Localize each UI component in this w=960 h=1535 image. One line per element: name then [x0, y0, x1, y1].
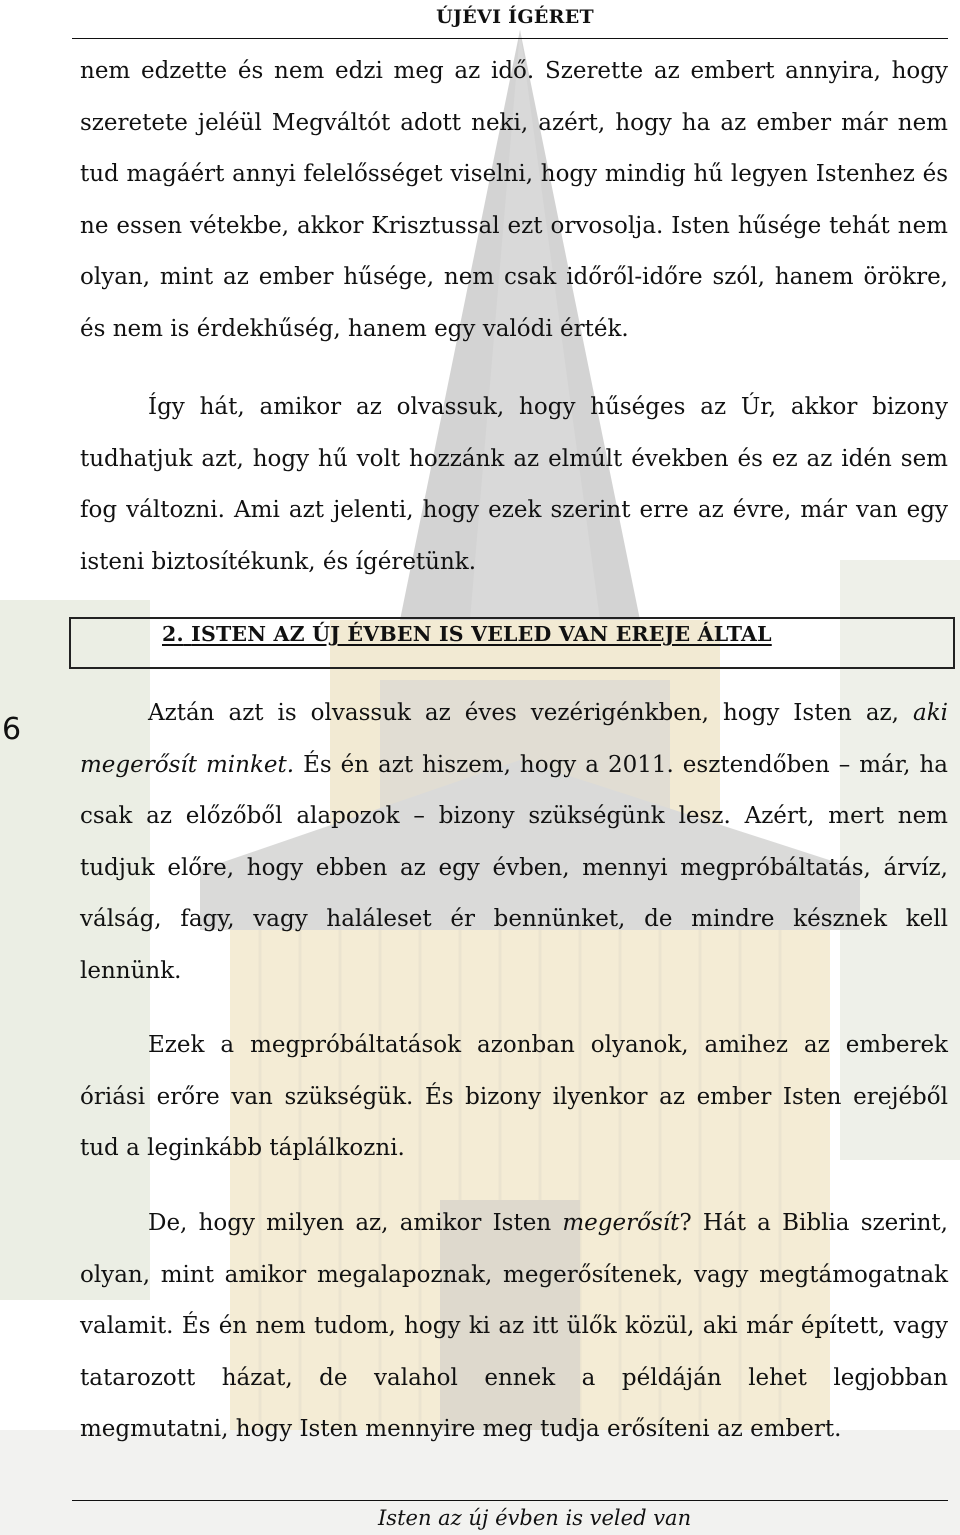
paragraph-3-text-cont: És én azt hiszem, hogy a 2011. esztendőben – már, ha csak az előzőből alapozok – bizony szükségünk lesz. Azért, mert nem tudjuk előre, hogy ebben az egy évben, mennyi megpróbáltatás, árvíz, válság, fagy, vagy haláleset ér bennünket, de mindre késznek kell lennünk.: [80, 751, 949, 984]
section-title-text: ISTEN AZ ÚJ ÉVBEN IS VELED VAN EREJE ÁLTAL: [191, 622, 772, 646]
page-number: 6: [2, 712, 22, 747]
paragraph-5-emphasis: megerősít: [562, 1210, 680, 1236]
section-number: 2.: [162, 622, 184, 646]
paragraph-5-text: De, hogy milyen az, amikor Isten: [148, 1210, 563, 1236]
paragraph-4: Ezek a megpróbáltatások azonban olyanok, amihez az emberek óriási erőre van szükségük. És bizony ilyenkor az ember Isten erejéből tud a leginkább táplálkozni.: [80, 1032, 948, 1161]
header-rule: [72, 38, 948, 39]
section-heading: [162, 622, 772, 646]
paragraph-3: [80, 688, 948, 997]
paragraph-2: Így hát, amikor az olvassuk, hogy hűséges az Úr, akkor bizony tudhatjuk azt, hogy hű volt hozzánk az elmúlt években és ez az idén sem fog változni. Ami azt jelenti, hogy ezek szerint erre az évre, már van egy isteni biztosítékunk, és ígéretünk.: [80, 394, 948, 575]
paragraph-5-text-cont: ? Hát a Biblia szerint, olyan, mint amikor megalapoznak, megerősítenek, vagy megtámogatnak valamit. És én nem tudom, hogy ki az itt ülők közül, aki már épített, vagy tatarozott házat, de valahol ennek a példáján lehet legjobban megmutatni, hogy Isten mennyire meg tudja erősíteni az embert.: [80, 1210, 948, 1442]
running-header: ÚJÉVI ÍGÉRET: [436, 6, 594, 28]
paragraph-1: nem edzette és nem edzi meg az idő. Szerette az embert annyira, hogy szeretete jeléül Megváltót adott neki, azért, hogy ha az ember már nem tud magáért annyi felelősséget viselni, hogy mindig hű legyen Istenhez és ne essen vétekbe, akkor Krisztussal ezt orvosolja. Isten hűsége tehát nem olyan, mint az ember hűsége, nem csak időről-időre szól, hanem örökre, és nem is érdekhűség, hanem egy valódi érték.: [80, 58, 948, 342]
paragraph-3-emphasis: aki megerősít minket.: [80, 700, 948, 778]
paragraph-3-text: Aztán azt is olvassuk az éves vezérigénkben, hogy Isten az,: [148, 700, 913, 726]
footer-rule: [72, 1500, 948, 1501]
running-footer: Isten az új évben is veled van: [378, 1506, 692, 1530]
paragraph-5: [80, 1198, 948, 1456]
